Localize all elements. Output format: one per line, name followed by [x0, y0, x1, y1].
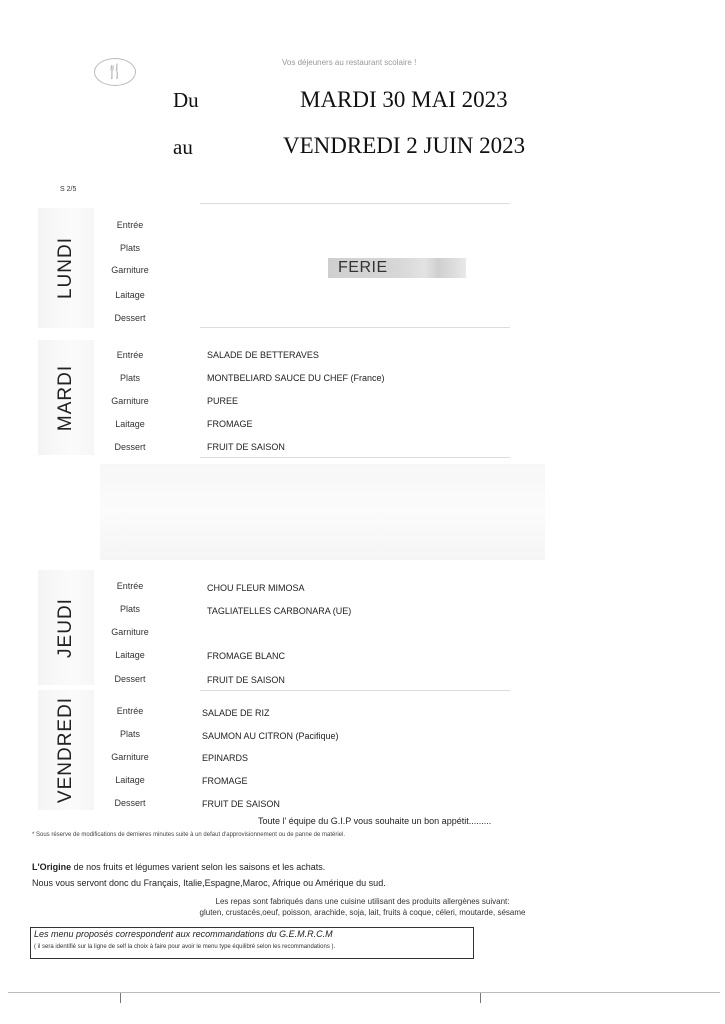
dish: CHOU FLEUR MIMOSA [207, 583, 305, 593]
allergen-list: gluten, crustacés,oeuf, poisson, arachide, soja, lait, fruits à coque, céleri, moutarde, sésame [199, 908, 526, 917]
day-name: JEUDI [55, 597, 76, 658]
holiday-notice: FERIE [338, 259, 388, 276]
category-label: Garniture [111, 396, 149, 406]
to-label: au [173, 135, 193, 159]
dish: MONTBELIARD SAUCE DU CHEF (France) [207, 373, 385, 383]
category-label: Entrée [116, 706, 144, 716]
dish: PUREE [207, 396, 239, 406]
divider [200, 690, 510, 691]
category-label: Plats [119, 604, 140, 614]
category-label: Entrée [116, 350, 144, 360]
category-label: Plats [119, 373, 140, 383]
day-band-mardi [38, 340, 94, 455]
day-name: MARDI [55, 364, 76, 431]
category-label: Plats [119, 729, 140, 739]
category-label: Entrée [116, 581, 144, 591]
category-label: Laitage [115, 290, 145, 300]
bottom-tick [120, 993, 121, 1003]
dish: FROMAGE [207, 419, 253, 429]
category-label: Dessert [114, 798, 146, 808]
week-reference: S 2/5 [60, 186, 77, 193]
from-label: Du [173, 88, 199, 112]
day-name: VENDREDI [55, 696, 76, 804]
category-label: Garniture [111, 265, 149, 275]
dish: FRUIT DE SAISON [202, 799, 280, 809]
origin-bold: L'Origine [32, 862, 72, 872]
day-band-vendredi [38, 690, 94, 810]
category-label: Dessert [114, 313, 146, 323]
page-bottom-line [8, 992, 720, 993]
category-label: Laitage [115, 650, 145, 660]
dish: SAUMON AU CITRON (Pacifique) [202, 731, 339, 741]
dish: FROMAGE [202, 776, 248, 786]
disclaimer: * Sous réserve de modifications de dernieres minutes suite à un defaut d'approvisionnement ou de panne de matériel. [32, 832, 346, 838]
allergen-intro: Les repas sont fabriqués dans une cuisine utilisant des produits allergènes suivant: [215, 897, 510, 906]
to-date: VENDREDI 2 JUIN 2023 [283, 133, 526, 158]
dish: FROMAGE BLANC [207, 651, 286, 661]
origin-text: de nos fruits et légumes varient selon les saisons et les achats. [71, 862, 326, 872]
blank-day-area [100, 464, 545, 560]
from-date: MARDI 30 MAI 2023 [300, 87, 508, 112]
category-label: Laitage [115, 419, 145, 429]
dish: EPINARDS [202, 753, 249, 763]
day-band-jeudi [38, 570, 94, 685]
dish: FRUIT DE SAISON [207, 442, 285, 452]
recommendation-title: Les menu proposés correspondent aux recommandations du G.E.M.R.C.M [34, 929, 333, 939]
divider [200, 457, 510, 458]
dish: SALADE DE BETTERAVES [207, 350, 319, 360]
bon-appetit-note: Toute l' équipe du G.I.P vous souhaite un bon appétit......... [258, 816, 492, 826]
category-label: Dessert [114, 442, 146, 452]
divider [200, 327, 510, 328]
day-name: LUNDI [55, 236, 76, 300]
dish: SALADE DE RIZ [202, 708, 270, 718]
recommendation-subtitle: ( il sera identifié sur la ligne de self la choix à faire pour avoir le menu type équilibré selon les recommandations ). [34, 944, 336, 950]
dish: FRUIT DE SAISON [207, 675, 285, 685]
category-label: Garniture [111, 627, 149, 637]
bottom-tick [480, 993, 481, 1003]
category-label: Garniture [111, 752, 149, 762]
subtitle: Vos déjeuners au restaurant scolaire ! [282, 58, 417, 67]
origin-line-2: Nous vous servont donc du Français, Italie,Espagne,Maroc, Afrique ou Amérique du sud. [32, 878, 386, 888]
category-label: Entrée [116, 220, 144, 230]
divider [200, 203, 510, 204]
fork-knife-icon: 🍴 [94, 58, 136, 86]
category-label: Dessert [114, 674, 146, 684]
category-label: Plats [119, 243, 140, 253]
category-label: Laitage [115, 775, 145, 785]
origin-note [32, 862, 325, 872]
day-band-lundi [38, 208, 94, 328]
dish: TAGLIATELLES CARBONARA (UE) [207, 606, 352, 616]
